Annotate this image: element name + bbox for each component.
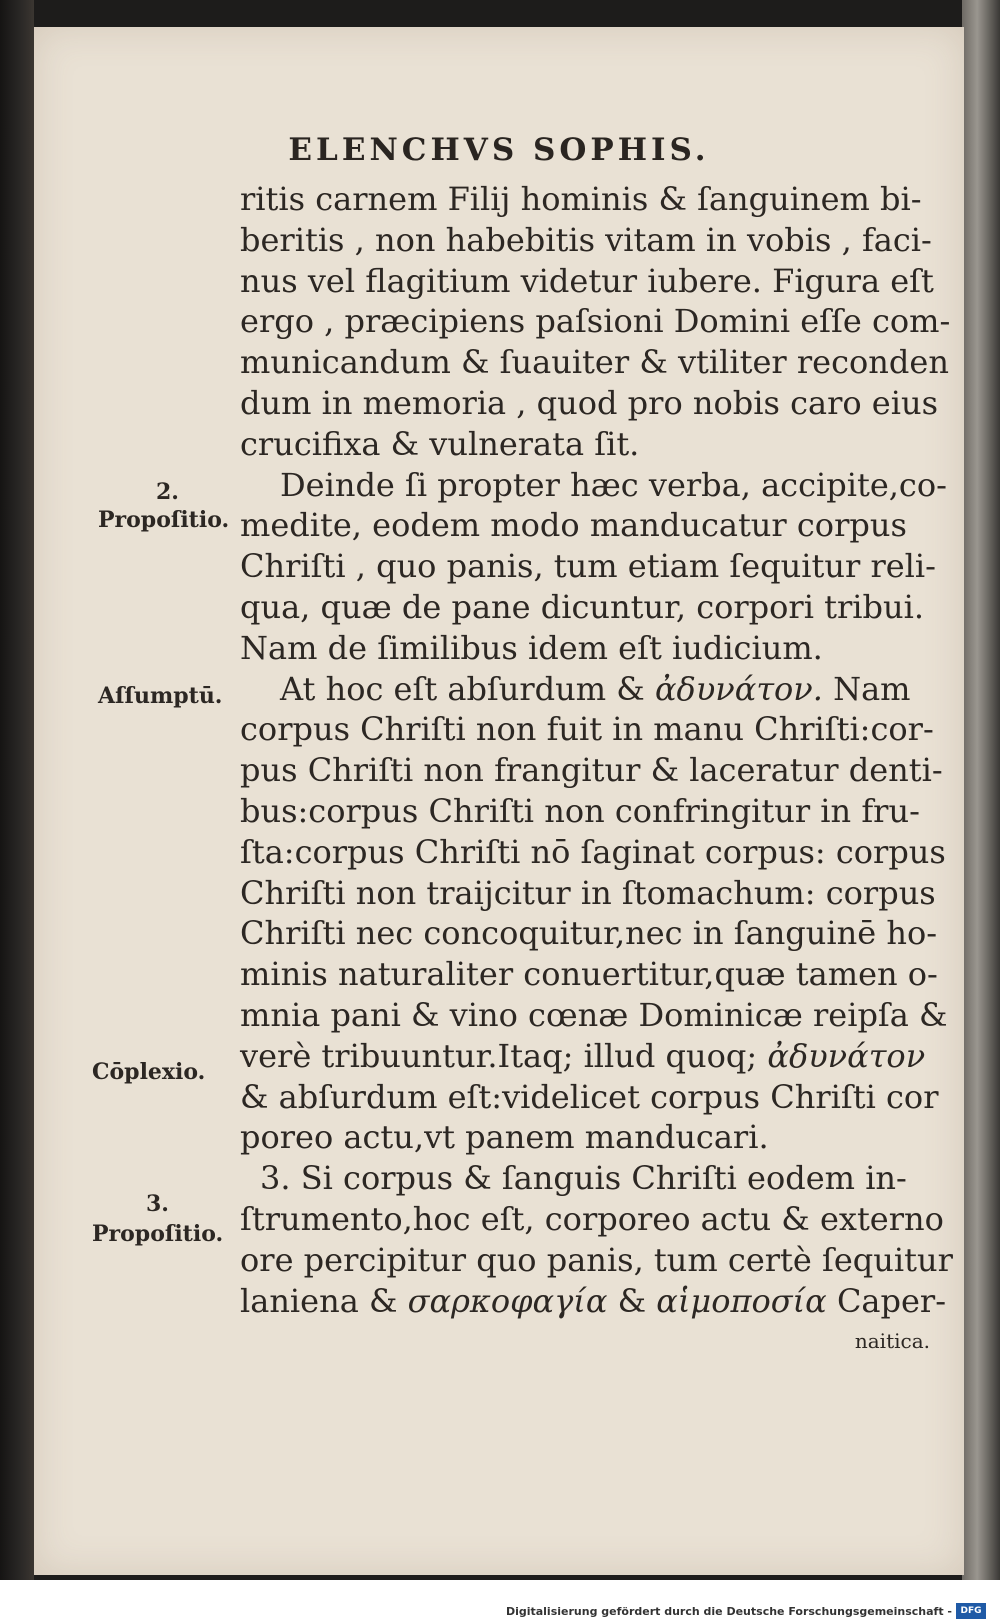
margin-note-assumptum: Aſſumptū.: [98, 683, 223, 709]
text-line: ergo , præcipiens paſsioni Domini eſſe com-: [240, 302, 951, 341]
text-line: medite, eodem modo manducatur corpus: [240, 506, 907, 545]
text-line: Chriſti , quo panis, tum etiam ſequitur reli-: [240, 547, 936, 586]
text-line: beritis , non habebitis vitam in vobis , faci-: [240, 220, 932, 259]
text-line: corpus Chriſti non fuit in manu Chriſti:cor-: [240, 710, 934, 749]
text-line: & abſurdum eſt:videlicet corpus Chriſti cor: [240, 1077, 939, 1116]
text-line: [240, 669, 930, 710]
text-line: Chriſti nec concoquitur,nec in ſanguinē ho-: [240, 914, 938, 953]
text-span: laniena &: [240, 1281, 398, 1320]
margin-note-propositio: Propoſitio.: [98, 507, 230, 533]
running-header: ELENCHVS SOPHIS.: [288, 132, 710, 168]
scan-right-edge: [962, 0, 1000, 1580]
text-line: dum in memoria , quod pro nobis caro eius: [240, 383, 938, 422]
text-span: verè tribuuntur.Itaq; illud quoq;: [240, 1036, 758, 1075]
catchword: naitica.: [854, 1329, 930, 1354]
text-line: [240, 1036, 930, 1077]
body-text: [240, 179, 953, 1362]
text-line: 3. Si corpus & ſanguis Chriſti eodem in-: [260, 1159, 907, 1198]
text-line: minis naturaliter conuertitur,quæ tamen o-: [240, 955, 938, 994]
text-line: ore percipitur quo panis, tum certè ſequitur: [240, 1240, 953, 1279]
text-line: municandum & ſuauiter & vtiliter reconden: [240, 343, 949, 382]
greek-word: ἀδυνάτον: [767, 1036, 926, 1075]
margin-number-2: 2.: [156, 479, 179, 505]
scan-left-edge: [0, 0, 34, 1580]
greek-word: ἀδυνάτον.: [654, 669, 823, 708]
footer-credit: Digitalisierung gefördert durch die Deutsche Forschungsgemeinschaft -: [505, 1605, 952, 1618]
margin-number-3: 3.: [146, 1191, 169, 1217]
text-line: crucifixa & vulnerata ſit.: [240, 424, 640, 463]
text-span: At hoc eſt abſurdum &: [280, 669, 645, 708]
greek-word: αἱμοποσία: [656, 1281, 827, 1320]
text-line: pus Chriſti non frangitur & laceratur denti-: [240, 751, 943, 790]
text-line: bus:corpus Chriſti non confringitur in fru-: [240, 791, 920, 830]
text-line: poreo actu,vt panem manducari.: [240, 1118, 769, 1157]
text-line: Nam de ſimilibus idem eſt iudicium.: [240, 628, 823, 667]
greek-word: σαρκοφαγία: [407, 1281, 608, 1320]
text-line: nus vel flagitium videtur iubere. Figura eſt: [240, 261, 934, 300]
text-span: Caper-: [836, 1281, 947, 1320]
text-line: Chriſti non traijcitur in ſtomachum: corpus: [240, 873, 936, 912]
book-page: [34, 27, 964, 1575]
text-span: &: [617, 1281, 647, 1320]
margin-note-complexio: Cōplexio.: [92, 1059, 206, 1085]
text-line: Deinde ſi propter hæc verba, accipite,co-: [280, 465, 947, 504]
text-line: ſtrumento,hoc eſt, corporeo actu & externo: [240, 1199, 944, 1238]
text-span: Nam: [833, 669, 911, 708]
text-line: ſta:corpus Chriſti nō ſaginat corpus: corpus: [240, 832, 946, 871]
text-line: [240, 1281, 947, 1322]
text-line: qua, quæ de pane dicuntur, corpori tribui.: [240, 587, 925, 626]
dfg-logo-icon: DFG: [956, 1603, 986, 1619]
margin-note-propositio-3: Propoſitio.: [92, 1221, 224, 1247]
text-line: mnia pani & vino cœnæ Dominicæ reipſa &: [240, 995, 948, 1034]
text-line: ritis carnem Filij hominis & ſanguinem bi-: [240, 180, 922, 218]
